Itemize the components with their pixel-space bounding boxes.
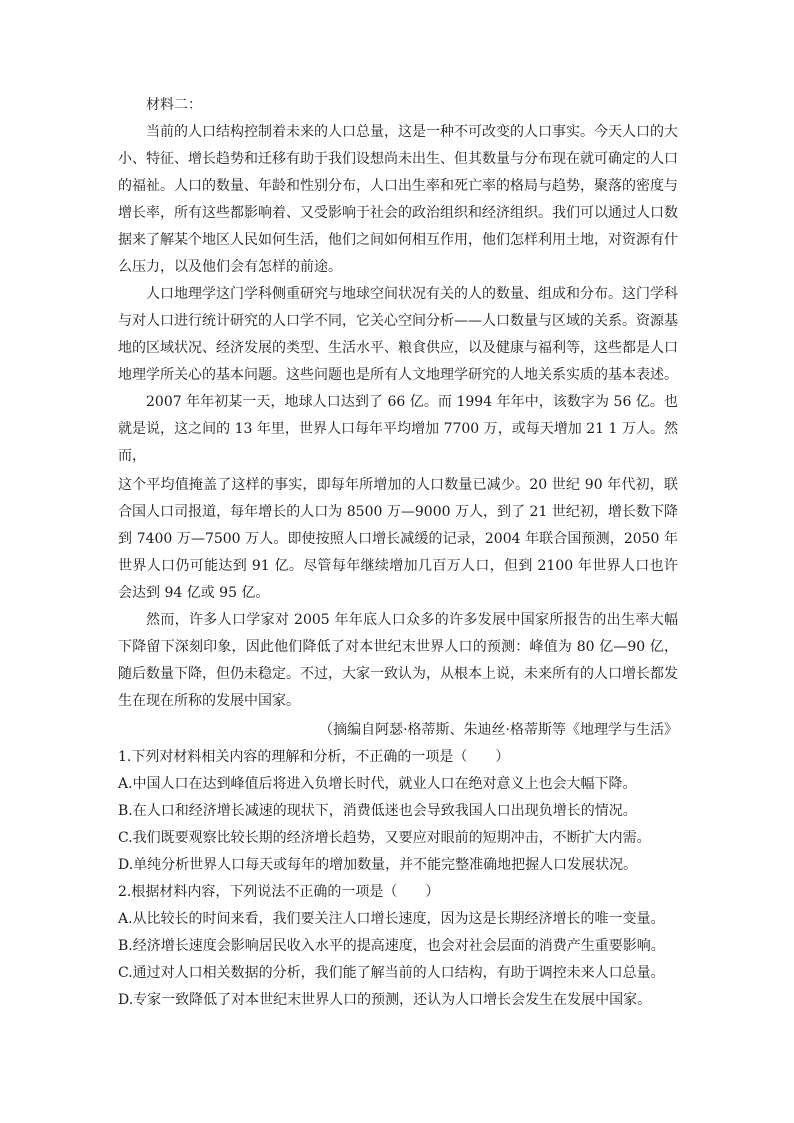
material-heading: 材料二：	[146, 97, 202, 113]
question-1-stem: 1.下列对材料相关内容的理解和分析，不正确的一项是（ ）	[118, 749, 510, 765]
question-2-option-d: D.专家一致降低了对本世纪末世界人口的预测，还认为人口增长会发生在发展中国家。	[118, 992, 652, 1008]
question-1-option-a: A.中国人口在达到峰值后将进入负增长时代，就业人口在绝对意义上也会大幅下降。	[118, 776, 637, 792]
question-1	[118, 744, 678, 879]
material-paragraph-3-continued: 这个平均值掩盖了这样的事实，即每年所增加的人口数量已减少。20 世纪 90 年代初，联合国人口司报道，每年增长的人口为 8500 万—9000 万人，到了 21 世纪初，增长数下降到 7400 万—7500 万人。即使按照人口增长减缓的记录，2004 年联合国预测，2050 年世界人口仍可能达到 91 亿。尽管每年继续增加几百万人口，但到 2100 年世界人口也许会达到 94 亿或 95 亿。	[118, 477, 678, 601]
question-2-option-a: A.从比较长的时间来看，我们要关注人口增长速度，因为这是长期经济增长的唯一变量。	[118, 911, 665, 927]
question-2-stem: 2.根据材料内容，下列说法不正确的一项是（ ）	[118, 884, 440, 900]
question-1-option-d: D.单纯分析世界人口每天或每年的增加数量，并不能完整准确地把握人口发展状况。	[118, 857, 638, 873]
material-paragraph-4: 然而，许多人口学家对 2005 年年底人口众多的许多发展中国家所报告的出生率大幅下降留下深刻印象，因此他们降低了对本世纪末世界人口的预测：峰值为 80 亿—90 亿，随后数量下降，但仍未稳定。不过，大家一致认为，从根本上说，未来所有的人口增长都发生在现在所称的发展中国家。	[118, 612, 678, 709]
question-2-option-c: C.通过对人口相关数据的分析，我们能了解当前的人口结构，有助于调控未来人口总量。	[118, 965, 665, 981]
material-paragraph-2: 人口地理学这门学科侧重研究与地球空间状况有关的人的数量、组成和分布。这门学科与对人口进行统计研究的人口学不同，它关心空间分析——人口数量与区域的关系。资源基地的区域状况、经济发展的类型、生活水平、粮食供应，以及健康与福利等，这些都是人口地理学所关心的基本问题。这些问题也是所有人文地理学研究的人地关系实质的基本表述。	[118, 286, 678, 383]
question-2-option-b: B.经济增长速度会影响居民收入水平的提高速度，也会对社会层面的消费产生重要影响。	[118, 938, 665, 954]
question-1-option-c: C.我们既要观察比较长期的经济增长趋势，又要应对眼前的短期冲击，不断扩大内需。	[118, 830, 651, 846]
question-1-option-b: B.在人口和经济增长减速的现状下，消费低迷也会导致我国人口出现负增长的情况。	[118, 803, 637, 819]
material-paragraph-1: 当前的人口结构控制着未来的人口总量，这是一种不可改变的人口事实。今天人口的大小、特征、增长趋势和迁移有助于我们设想尚未出生、但其数量与分布现在就可确定的人口的福祉。人口的数量、年龄和性别分布，人口出生率和死亡率的格局与趋势，聚落的密度与增长率，所有这些都影响着、又受影响于社会的政治组织和经济组织。我们可以通过人口数据来了解某个地区人民如何生活，他们之间如何相互作用，他们怎样利用土地，对资源有什么压力，以及他们会有怎样的前途。	[118, 124, 678, 275]
document-page	[118, 92, 678, 1014]
material-paragraph-3: 2007 年年初某一天，地球人口达到了 66 亿。而 1994 年年中，该数字为 56 亿。也就是说，这之间的 13 年里，世界人口每年平均增加 7700 万，或每天增加 21 1 万人。然而，	[118, 394, 678, 464]
question-2	[118, 879, 678, 1014]
material-source-citation: （摘编自阿瑟·格蒂斯、朱迪丝·格蒂斯等《地理学与生活》	[319, 722, 678, 738]
